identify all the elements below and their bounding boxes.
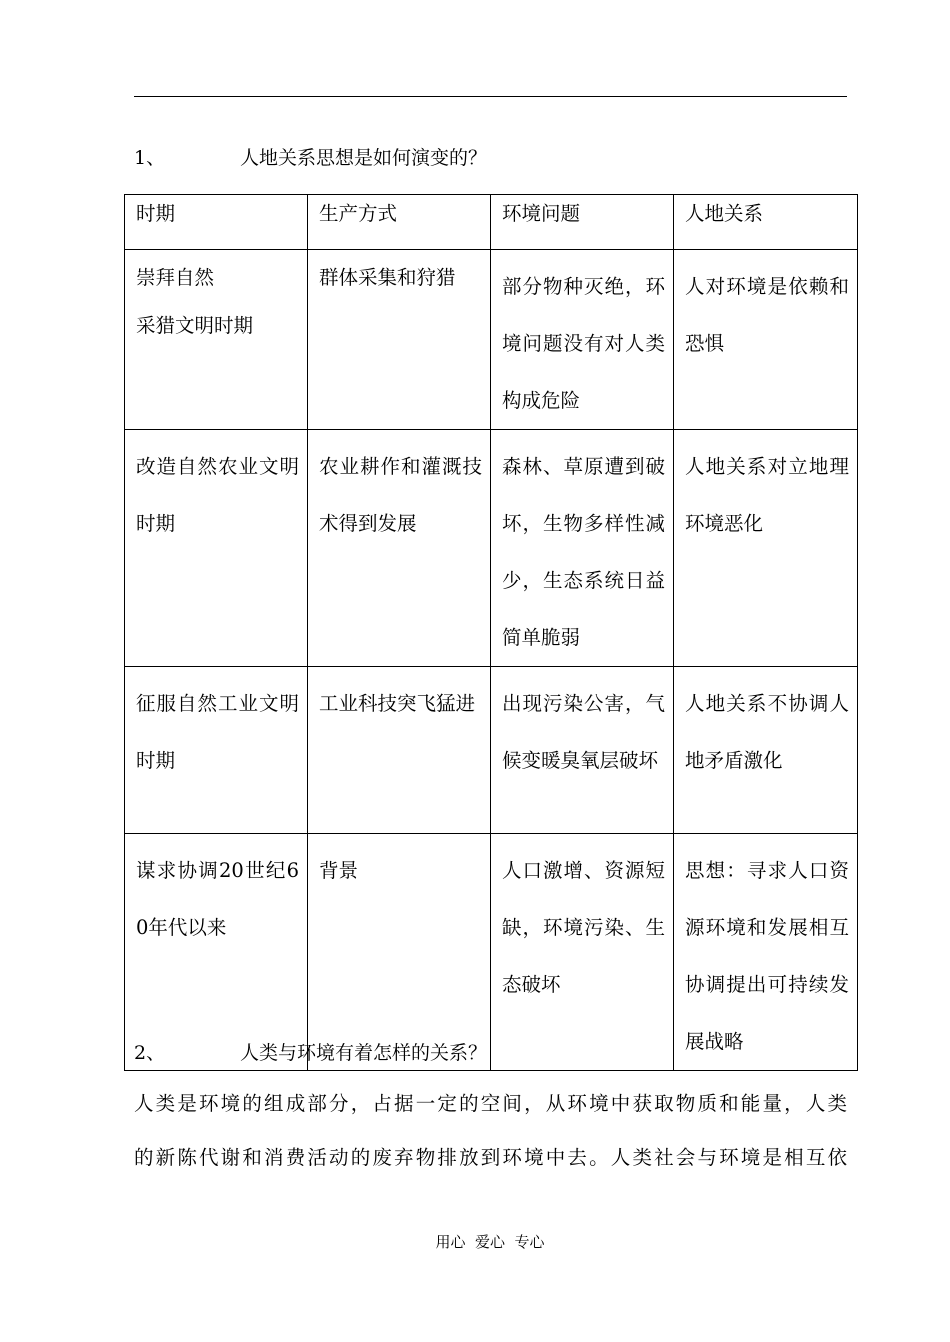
- relation-cell: 人地关系对立地理环境恶化: [674, 430, 858, 667]
- question-2-heading: [134, 1041, 487, 1065]
- production-cell: 群体采集和狩猎: [308, 250, 491, 430]
- production-cell: 工业科技突飞猛进: [308, 667, 491, 834]
- table-row: [125, 430, 858, 667]
- relation-cell: 人地关系不协调人地矛盾激化: [674, 667, 858, 834]
- question-1-number: 1、: [134, 147, 166, 169]
- header-relation: 人地关系: [674, 195, 858, 250]
- human-land-relation-table: [124, 194, 858, 1071]
- period-line: 采猎文明时期: [136, 314, 254, 337]
- answer-paragraph-line: 人类是环境的组成部分，占据一定的空间，从环境中获取物质和能量，人类: [134, 1092, 847, 1115]
- question-2-text: 人类与环境有着怎样的关系？: [240, 1042, 488, 1064]
- header-period: 时期: [125, 195, 308, 250]
- period-line: 崇拜自然: [136, 266, 215, 289]
- answer-paragraph-line: 的新陈代谢和消费活动的废弃物排放到环境中去。人类社会与环境是相互依: [134, 1146, 847, 1169]
- issues-cell: 森林、草原遭到破坏，生物多样性减少，生态系统日益简单脆弱: [491, 430, 674, 667]
- issues-cell: 出现污染公害，气候变暖臭氧层破坏: [491, 667, 674, 834]
- table-row: [125, 667, 858, 834]
- issues-cell: 人口激增、资源短缺，环境污染、生态破坏: [491, 834, 674, 1071]
- period-cell: 征服自然工业文明时期: [125, 667, 308, 834]
- issues-cell: 部分物种灭绝，环境问题没有对人类构成危险: [491, 250, 674, 430]
- table-header-row: [125, 195, 858, 250]
- period-cell: 谋求协调20世纪60年代以来: [125, 834, 308, 1071]
- question-1-text: 人地关系思想是如何演变的？: [240, 147, 488, 169]
- table-row: [125, 834, 858, 1071]
- question-2-number: 2、: [134, 1042, 166, 1064]
- question-1-heading: [134, 146, 487, 170]
- relation-cell: 人对环境是依赖和恐惧: [674, 250, 858, 430]
- production-cell: 农业耕作和灌溉技术得到发展: [308, 430, 491, 667]
- period-cell: [125, 250, 308, 430]
- header-issues: 环境问题: [491, 195, 674, 250]
- period-cell: 改造自然农业文明时期: [125, 430, 308, 667]
- header-production: 生产方式: [308, 195, 491, 250]
- relation-cell: 思想：寻求人口资源环境和发展相互协调提出可持续发展战略: [674, 834, 858, 1071]
- header-rule: [134, 96, 847, 97]
- production-cell: 背景: [308, 834, 491, 1071]
- table-row: [125, 250, 858, 430]
- page-footer: 用心 爱心 专心: [435, 1233, 545, 1251]
